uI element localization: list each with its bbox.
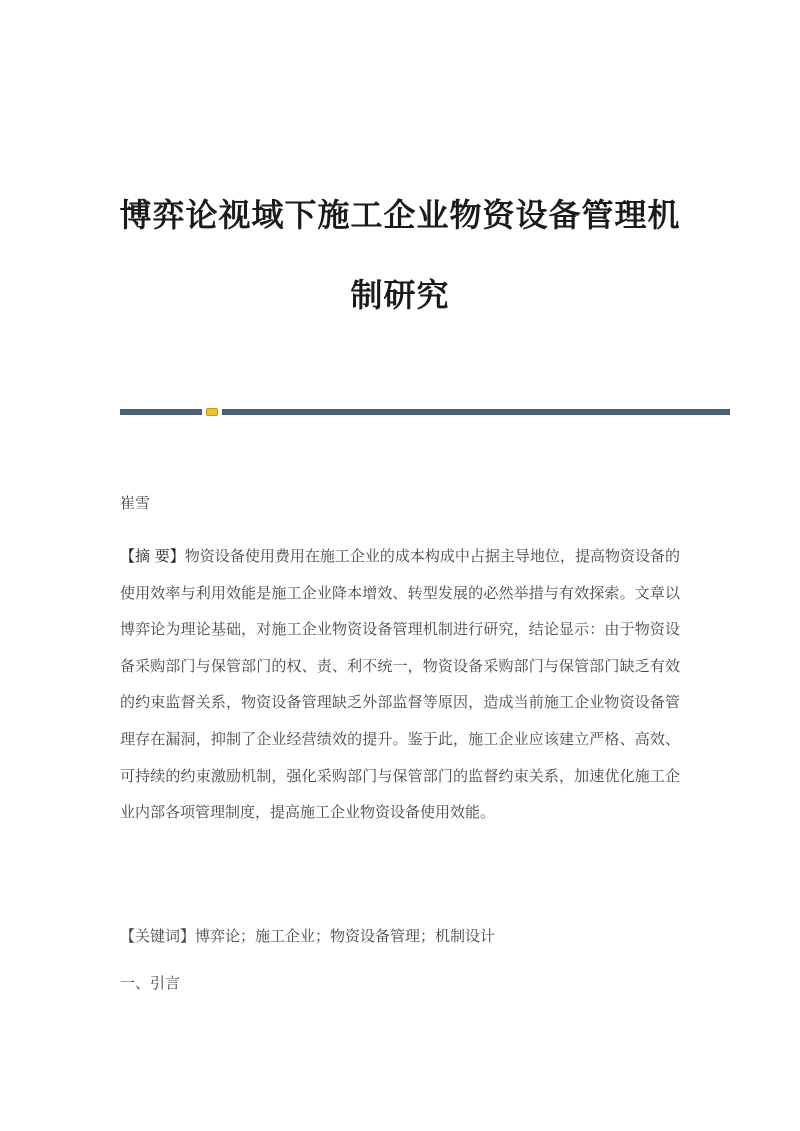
divider-bar-left xyxy=(120,409,202,415)
title-line-1: 博弈论视域下施工企业物资设备管理机 xyxy=(119,196,681,234)
keywords-tag: 【关键词】 xyxy=(120,927,196,945)
abstract-text: 物资设备使用费用在施工企业的成本构成中占据主导地位，提高物资设备的使用效率与利用效能是施工企业降本增效、转型发展的必然举措与有效探索。文章以博弈论为理论基础，对施工企业物资设备管理机制进行研究，结论显示：由于物资设备采购部门与保管部门的权、责、利不统一，物资设备采购部门与保管部门缺乏有效的约束监督关系，物资设备管理缺乏外部监督等原因，造成当前施工企业物资设备管理存在漏洞，抑制了企业经营绩效的提升。鉴于此，施工企业应该建立严格、高效、可持续的约束激励机制，强化采购部门与保管部门的监督约束关系，加速优化施工企业内部各项管理制度，提高施工企业物资设备使用效能。 xyxy=(120,547,680,822)
author-name: 崔雪 xyxy=(120,494,151,512)
divider-ornament-icon xyxy=(206,408,218,416)
divider-bar-right xyxy=(222,409,730,415)
keywords-text: 博弈论；施工企业；物资设备管理；机制设计 xyxy=(195,927,496,945)
abstract-paragraph xyxy=(120,538,680,831)
title-divider xyxy=(120,408,730,416)
abstract-tag: 【摘 要】 xyxy=(120,547,185,565)
section-heading: 一、引言 xyxy=(120,974,181,992)
keywords-paragraph xyxy=(120,925,680,946)
title-line-2: 制研究 xyxy=(350,276,450,314)
